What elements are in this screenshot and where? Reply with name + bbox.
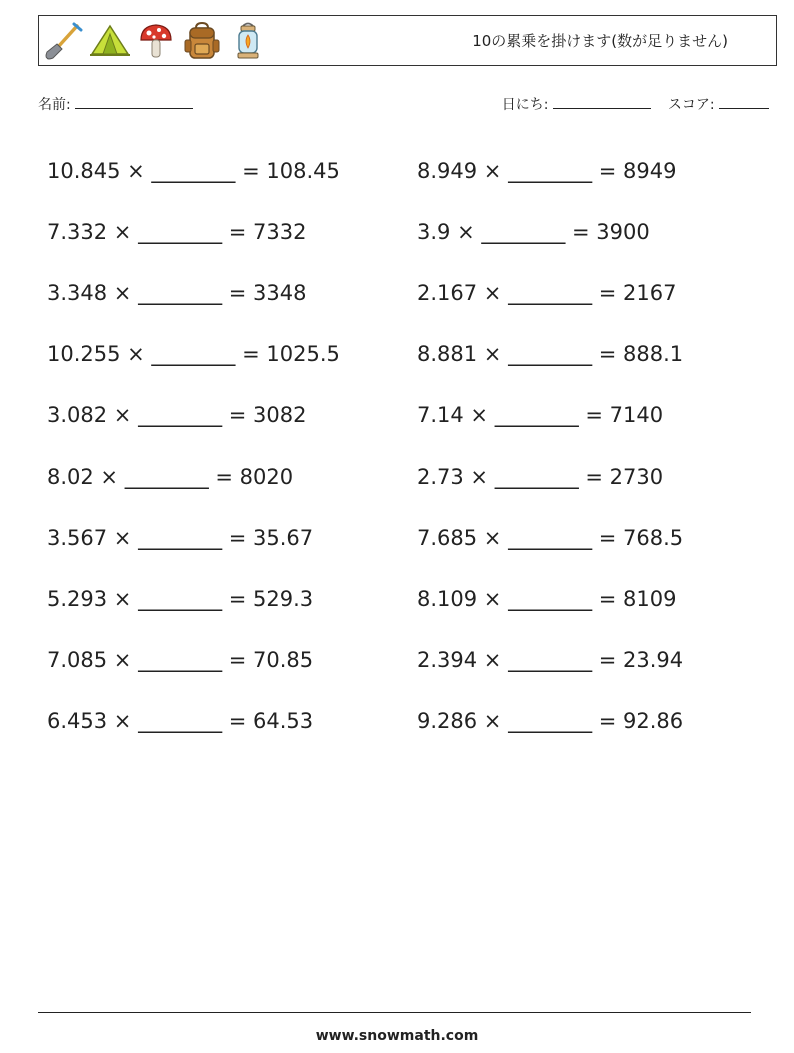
- worksheet-title: 10の累乗を掛けます(数が足りません): [472, 32, 728, 50]
- problem-row: [47, 568, 767, 629]
- date-label: 日にち:: [501, 97, 549, 113]
- problem-item: 2.73 × ________ = 2730: [417, 464, 664, 489]
- problem-item: 8.949 × ________ = 8949: [417, 158, 677, 183]
- worksheet-header: [38, 15, 777, 66]
- problem-row: [47, 201, 767, 262]
- name-label: 名前:: [38, 97, 71, 113]
- problem-item: 8.02 × ________ = 8020: [47, 464, 294, 489]
- problem-item: 8.881 × ________ = 888.1: [417, 342, 684, 367]
- problem-row: [47, 691, 767, 752]
- footer-divider: [38, 1012, 751, 1013]
- problem-row: [47, 140, 767, 201]
- score-label: スコア:: [667, 97, 715, 113]
- name-field: [38, 94, 193, 114]
- problem-row: [47, 262, 767, 323]
- shovel-icon: [43, 20, 85, 62]
- footer-url[interactable]: www.snowmath.com: [315, 1028, 479, 1044]
- name-blank[interactable]: [75, 94, 193, 109]
- problem-item: 3.9 × ________ = 3900: [417, 219, 650, 244]
- lantern-icon: [227, 20, 269, 62]
- problem-item: 3.348 × ________ = 3348: [47, 280, 307, 305]
- problem-item: 7.685 × ________ = 768.5: [417, 525, 684, 550]
- problem-item: 2.394 × ________ = 23.94: [417, 648, 684, 673]
- date-blank[interactable]: [553, 94, 651, 109]
- problem-item: 6.453 × ________ = 64.53: [47, 709, 314, 734]
- problem-item: 5.293 × ________ = 529.3: [47, 586, 314, 611]
- problem-item: 2.167 × ________ = 2167: [417, 280, 677, 305]
- score-blank[interactable]: [719, 94, 769, 109]
- problem-item: 10.255 × ________ = 1025.5: [47, 342, 340, 367]
- header-icons: [43, 18, 269, 64]
- problem-item: 3.082 × ________ = 3082: [47, 403, 307, 428]
- problem-row: [47, 507, 767, 568]
- problem-row: [47, 324, 767, 385]
- date-score-fields: [502, 94, 769, 114]
- problem-row: [47, 630, 767, 691]
- problem-row: [47, 446, 767, 507]
- problem-item: 3.567 × ________ = 35.67: [47, 525, 314, 550]
- problem-item: 10.845 × ________ = 108.45: [47, 158, 340, 183]
- backpack-icon: [181, 20, 223, 62]
- problem-item: 7.085 × ________ = 70.85: [47, 648, 314, 673]
- problem-grid: [47, 140, 767, 752]
- tent-icon: [89, 20, 131, 62]
- problem-item: 7.332 × ________ = 7332: [47, 219, 307, 244]
- problem-row: [47, 385, 767, 446]
- problem-item: 8.109 × ________ = 8109: [417, 586, 677, 611]
- mushroom-icon: [135, 20, 177, 62]
- problem-item: 9.286 × ________ = 92.86: [417, 709, 684, 734]
- problem-item: 7.14 × ________ = 7140: [417, 403, 664, 428]
